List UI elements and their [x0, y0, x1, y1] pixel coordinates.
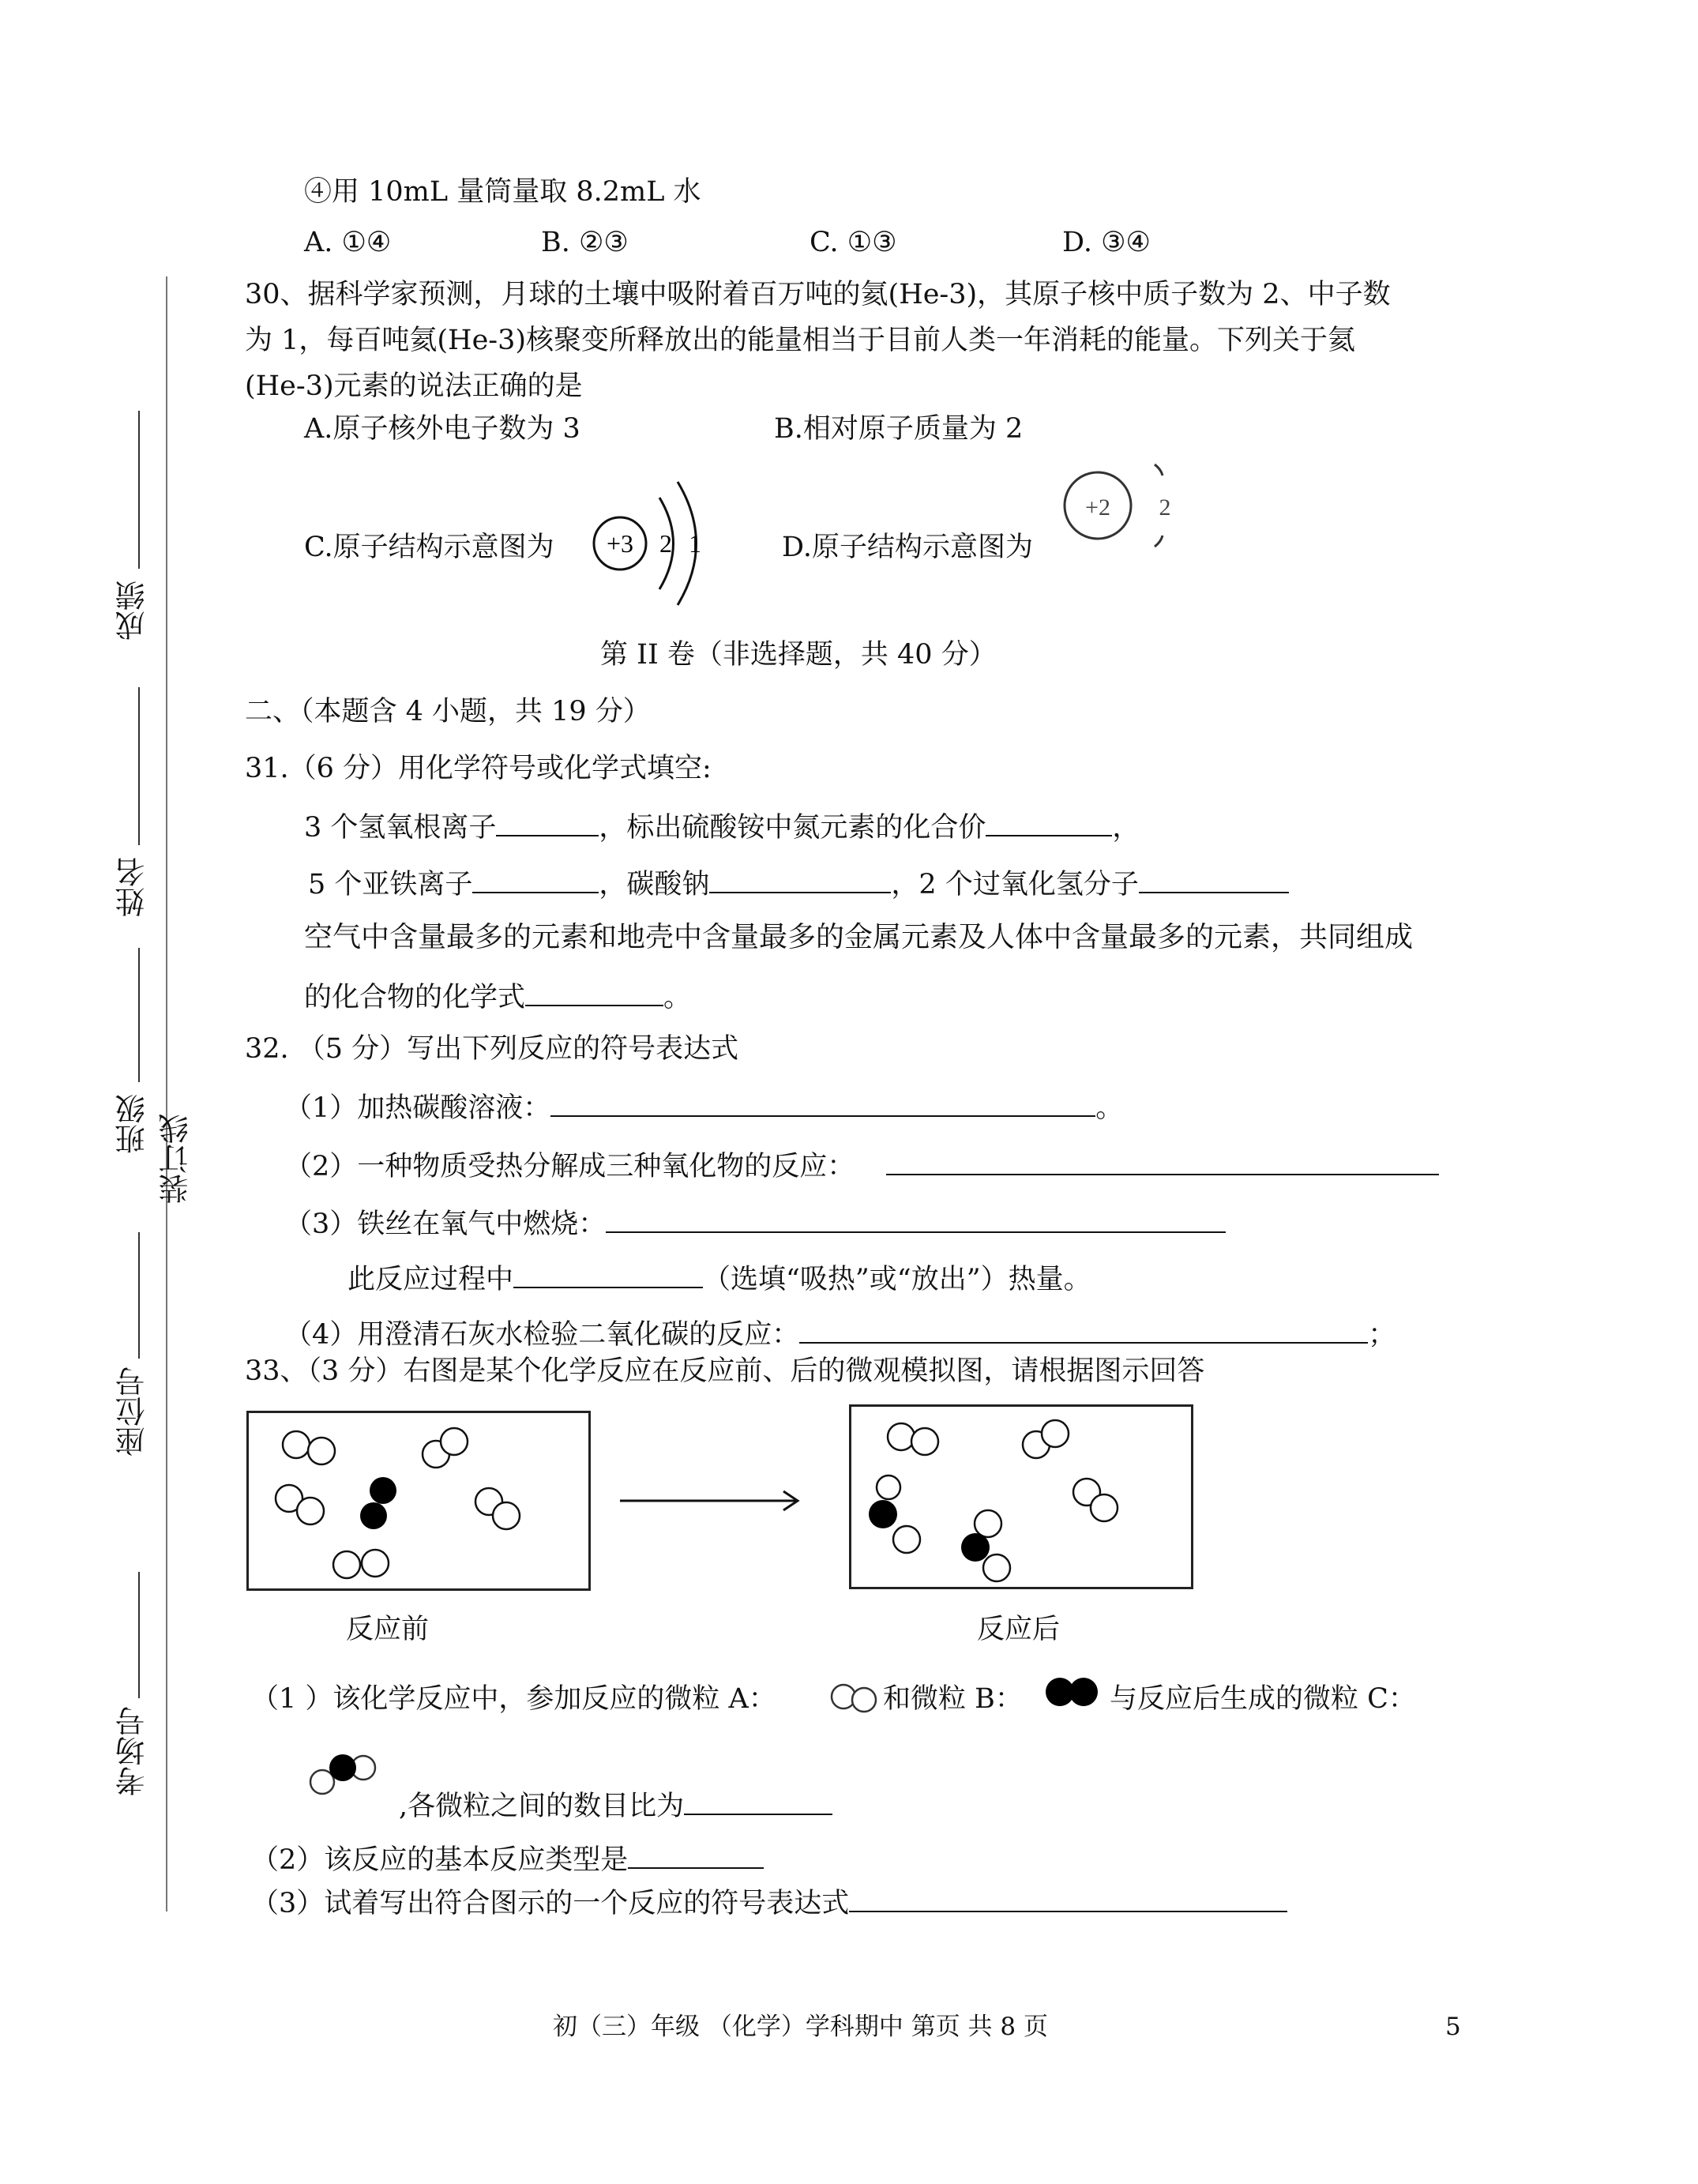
before-reaction-particles [249, 1413, 588, 1588]
margin-binding-line [166, 276, 167, 1911]
q29-option-b: B. ②③ [541, 227, 629, 258]
q31-line4-end: 。 [663, 982, 692, 1013]
part2-title: 第 II 卷（非选择题，共 40 分） [600, 639, 997, 671]
margin-line-score [138, 411, 140, 569]
q31-title: 31.（6 分）用化学符号或化学式填空: [245, 753, 712, 784]
margin-line-name [138, 687, 140, 845]
q31-line1-end: ， [1112, 812, 1140, 844]
q33-ratio-blank[interactable] [684, 1787, 832, 1815]
q30-option-b: B.相对原子质量为 2 [774, 413, 1024, 445]
q32-part4 [284, 1315, 1396, 1351]
q33-s1-ratio-label: ,各微粒之间的数目比为 [399, 1791, 685, 1822]
margin-label-class: 班级 [115, 1094, 150, 1154]
q32-part3-heat [347, 1260, 1091, 1296]
q33-s1-part-c: 与反应后生成的微粒 C： [1110, 1683, 1416, 1715]
q29-option-d: D. ③④ [1062, 227, 1151, 258]
label-before: 反应前 [346, 1614, 430, 1645]
q33-reaction-type-blank[interactable] [628, 1840, 764, 1869]
label-after: 反应后 [977, 1614, 1061, 1645]
q32-part3 [284, 1205, 1226, 1241]
margin-line-class [138, 948, 140, 1082]
section2-heading: 二、（本题含 4 小题，共 19 分） [245, 696, 651, 727]
q31-sodium-carbonate-blank[interactable] [709, 865, 891, 893]
atom-c-shell2: 1 [689, 529, 701, 558]
q32-part4-label: （4）用澄清石灰水检验二氧化碳的反应： [284, 1319, 800, 1351]
q31-peroxide-label: ，2 个过氧化氢分子 [891, 869, 1139, 900]
q32-part2-label: （2）一种物质受热分解成三种氧化物的反应： [284, 1151, 855, 1182]
q31-line3: 空气中含量最多的元素和地壳中含量最多的金属元素及人体中含量最多的元素，共同组成 [304, 921, 1414, 953]
q32-part1-blank[interactable] [550, 1088, 1095, 1117]
q31-compound-label: 的化合物的化学式 [304, 982, 526, 1013]
q33-expression-blank[interactable] [849, 1884, 1287, 1912]
q32-part2 [284, 1147, 1439, 1183]
margin-label-name: 姓名 [115, 857, 150, 917]
q33-s1-part-b: 和微粒 B： [883, 1683, 1023, 1715]
q31-line4 [304, 978, 691, 1014]
margin-label-score: 成绩 [115, 581, 150, 641]
q31-ferrous-blank[interactable] [472, 865, 599, 893]
page-number: 5 [1445, 2013, 1461, 2041]
q29-option-a: A. ①④ [304, 227, 392, 258]
q32-part3-heat-hint: （选填“吸热”或“放出”）热量。 [703, 1264, 1091, 1295]
margin-label-binding: 装订线 [159, 1114, 193, 1204]
margin-label-seat: 座位号 [115, 1366, 150, 1457]
q29-option-c: C. ①③ [810, 227, 897, 258]
q31-compound-blank[interactable] [525, 978, 663, 1006]
atom-diagram-d [1050, 458, 1193, 561]
q33-s2-label: （2）该反应的基本反应类型是 [251, 1844, 629, 1876]
atom-c-shell1: 2 [659, 529, 672, 558]
q31-ammonium-sulfate-blank[interactable] [986, 808, 1112, 836]
particle-a-icon [828, 1681, 883, 1716]
atom-d-shell1: 2 [1159, 494, 1171, 521]
q30-option-a: A.原子核外电子数为 3 [304, 413, 580, 445]
q32-part2-blank[interactable] [886, 1147, 1439, 1175]
q30-option-c: C.原子结构示意图为 [304, 532, 554, 563]
reaction-arrow [616, 1485, 806, 1517]
particle-b-icon [1042, 1675, 1106, 1709]
q31-peroxide-blank[interactable] [1139, 865, 1289, 893]
atom-c-nucleus: +3 [606, 529, 634, 558]
q32-title: 32. （5 分）写出下列反应的符号表达式 [245, 1033, 739, 1065]
q32-part1 [284, 1088, 1123, 1125]
footer-text: 初（三）年级 （化学）学科期中 第页 共 8 页 [553, 2013, 1048, 2041]
q31-sodium-carbonate-label: ，碳酸钠 [599, 869, 710, 900]
q30-stem-line3: (He-3)元素的说法正确的是 [245, 370, 583, 402]
q32-part3-heat-label: 此反应过程中 [347, 1264, 514, 1295]
q30-stem-line2: 为 1，每百吨氦(He-3)核聚变所释放出的能量相当于目前人类一年消耗的能量。下列关于氦 [245, 325, 1356, 356]
q31-ferrous-label: 5 个亚铁离子 [308, 869, 473, 900]
q33-s3 [251, 1884, 1287, 1920]
q33-s2 [251, 1840, 764, 1877]
q33-s1-part-a: （1 ）该化学反应中，参加反应的微粒 A： [251, 1683, 776, 1715]
atom-diagram-c [584, 474, 711, 616]
q32-part4-end: ； [1368, 1319, 1396, 1351]
q29-item4: ④用 10mL 量筒量取 8.2mL 水 [304, 176, 701, 208]
q31-line2 [308, 865, 1289, 901]
q31-ammonium-sulfate-label: ，标出硫酸铵中氮元素的化合价 [599, 812, 986, 844]
q33-s1-ratio [399, 1787, 832, 1823]
q31-hydroxide-blank[interactable] [496, 808, 599, 836]
q32-part1-end: 。 [1095, 1092, 1124, 1124]
q30-option-d: D.原子结构示意图为 [782, 532, 1033, 563]
q32-part1-label: （1）加热碳酸溶液： [284, 1092, 551, 1124]
particle-c-icon [306, 1744, 385, 1799]
q30-stem-line1: 30、据科学家预测，月球的土壤中吸附着百万吨的氦(He-3)，其原子核中质子数为 2、中子数 [245, 279, 1391, 310]
q33-s3-label: （3）试着写出符合图示的一个反应的符号表达式 [251, 1888, 850, 1919]
atom-d-nucleus: +2 [1085, 494, 1110, 521]
q32-part4-blank[interactable] [799, 1315, 1368, 1344]
after-reaction-particles [851, 1407, 1191, 1587]
q32-part3-label: （3）铁丝在氧气中燃烧： [284, 1209, 607, 1240]
q33-title: 33、（3 分）右图是某个化学反应在反应前、后的微观模拟图，请根据图示回答 [245, 1355, 1205, 1387]
q32-part3-blank[interactable] [606, 1205, 1226, 1233]
margin-line-exam-room [138, 1572, 140, 1698]
margin-line-seat [138, 1232, 140, 1359]
q31-hydroxide-label: 3 个氢氧根离子 [304, 812, 497, 844]
q32-part3-heat-blank[interactable] [513, 1260, 703, 1288]
q31-line1 [304, 808, 1140, 844]
margin-label-exam-room: 考场号 [115, 1706, 150, 1796]
